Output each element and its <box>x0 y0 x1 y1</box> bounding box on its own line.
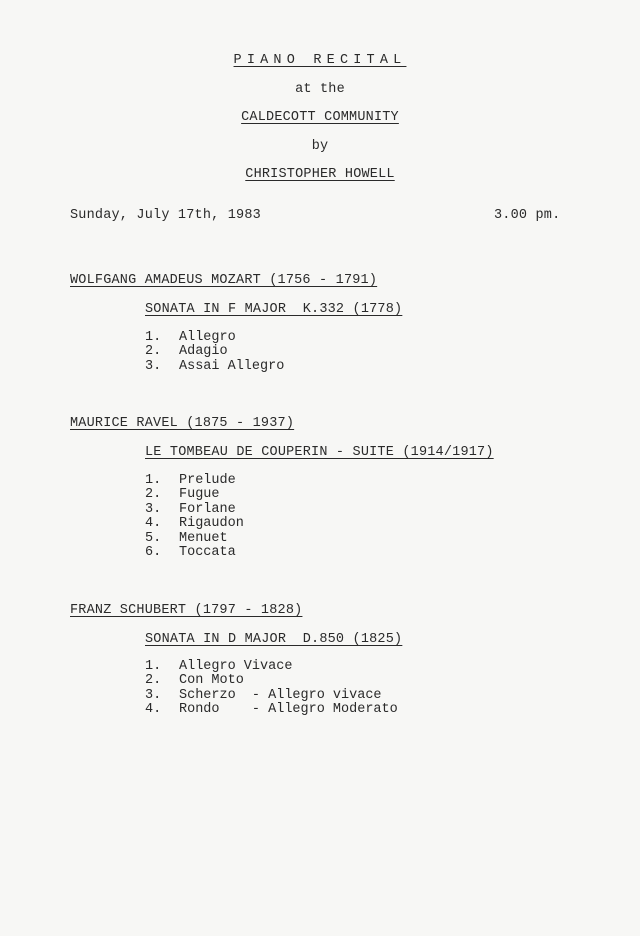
by-line: by <box>311 139 329 154</box>
list-item <box>145 345 284 359</box>
composer-heading: MAURICE RAVEL (1875 - 1937) <box>70 416 295 431</box>
movement-name: Assai Allegro <box>179 358 285 374</box>
movement-name: Adagio <box>179 344 228 360</box>
list-item <box>145 689 398 703</box>
movement-number: 4. <box>145 702 162 718</box>
list-item <box>145 360 284 374</box>
movement-number: 2. <box>145 673 162 689</box>
movement-list <box>145 331 284 374</box>
movement-number: 1. <box>145 330 162 345</box>
movement-name: Allegro <box>179 330 236 345</box>
movement-name: Con Moto <box>179 673 244 689</box>
movement-number: 1. <box>145 659 162 674</box>
work-title: SONATA IN D MAJOR D.850 (1825) <box>145 632 403 647</box>
movement-name: Forlane <box>179 501 236 517</box>
list-item <box>145 660 398 674</box>
list-item <box>145 517 244 531</box>
performer-name: CHRISTOPHER HOWELL <box>245 167 395 182</box>
movement-name: Allegro Vivace <box>179 659 293 674</box>
movement-number: 6. <box>145 544 162 560</box>
list-item <box>145 503 244 517</box>
movement-number: 3. <box>145 501 162 517</box>
composer-heading: WOLFGANG AMADEUS MOZART (1756 - 1791) <box>70 273 378 288</box>
movement-number: 3. <box>145 687 162 703</box>
recital-time: 3.00 pm. <box>494 208 561 223</box>
movement-number: 5. <box>145 530 162 546</box>
movement-name: Toccata <box>179 544 236 560</box>
movement-name: Rigaudon <box>179 516 244 532</box>
page-title: PIANO RECITAL <box>233 53 407 68</box>
movement-name: Menuet <box>179 530 228 546</box>
recital-date: Sunday, July 17th, 1983 <box>70 208 261 223</box>
list-item <box>145 532 244 546</box>
list-item <box>145 703 398 717</box>
work-title: LE TOMBEAU DE COUPERIN - SUITE (1914/1917) <box>145 445 494 460</box>
movement-name: Prelude <box>179 473 236 488</box>
movement-number: 1. <box>145 473 162 488</box>
list-item <box>145 488 244 502</box>
movement-list <box>145 660 398 718</box>
movement-number: 2. <box>145 487 162 503</box>
work-title: SONATA IN F MAJOR K.332 (1778) <box>145 302 403 317</box>
movement-list <box>145 474 244 560</box>
movement-number: 3. <box>145 358 162 374</box>
list-item <box>145 546 244 560</box>
list-item <box>145 474 244 488</box>
at-the-line: at the <box>295 82 345 97</box>
movement-number: 2. <box>145 344 162 360</box>
movement-name: Rondo - Allegro Moderato <box>179 702 398 718</box>
list-item <box>145 331 284 345</box>
venue-name: CALDECOTT COMMUNITY <box>241 110 399 125</box>
movement-name: Fugue <box>179 487 220 503</box>
movement-name: Scherzo - Allegro vivace <box>179 687 382 703</box>
list-item <box>145 674 398 688</box>
composer-heading: FRANZ SCHUBERT (1797 - 1828) <box>70 603 303 618</box>
movement-number: 4. <box>145 516 162 532</box>
